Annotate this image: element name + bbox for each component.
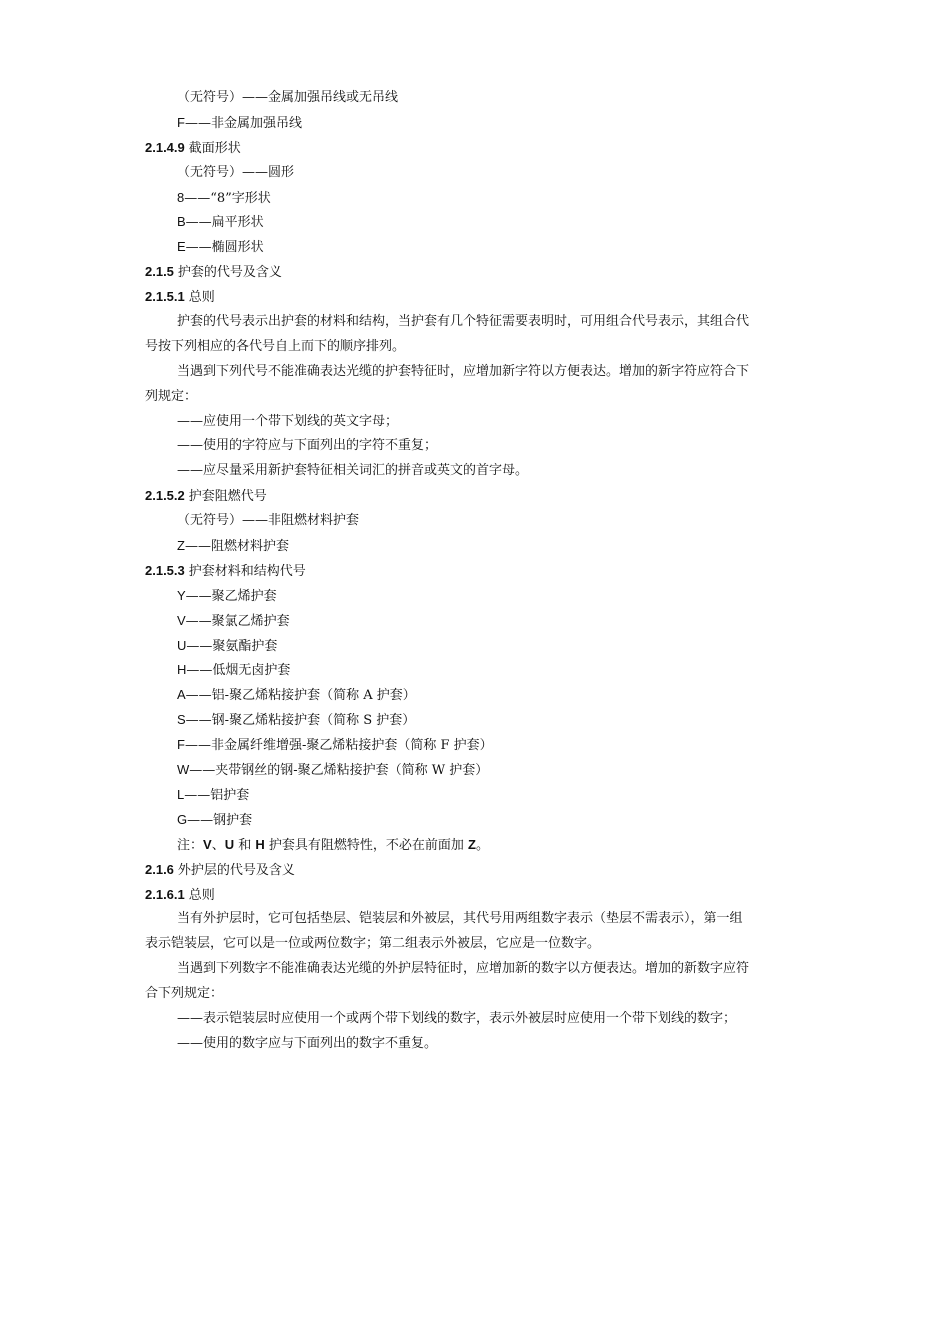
- item-text: ——“8”字形状: [184, 190, 271, 206]
- section-number: 2.1.6: [145, 861, 174, 877]
- section-heading: [0, 260, 950, 285]
- list-item: [0, 161, 950, 186]
- paragraph-text: 合下列规定：: [145, 986, 224, 1002]
- list-item: [0, 634, 950, 659]
- list-item: [0, 758, 950, 783]
- list-item: [0, 210, 950, 235]
- paragraph-line: [0, 982, 950, 1007]
- item-text: ——夹带钢丝的钢-聚乙烯粘接护套（简称 W 护套）: [189, 763, 489, 779]
- item-text: （无符号）——非阻燃材料护套: [177, 513, 360, 529]
- item-text: ——铝护套: [184, 787, 250, 803]
- item-text: ——钢-聚乙烯粘接护套（简称 S 护套）: [185, 713, 416, 729]
- item-text: ——铝-聚乙烯粘接护套（简称 A 护套）: [185, 688, 416, 704]
- rule-text: ——使用的数字应与下面列出的数字不重复。: [177, 1035, 438, 1051]
- item-text: ——聚氨酯护套: [186, 638, 278, 654]
- section-title: 总则: [188, 887, 215, 903]
- item-code: W: [177, 762, 190, 778]
- paragraph-text: 当遇到下列数字不能准确表达光缆的外护层特征时，应增加新的数字以方便表达。增加的新数字应符: [177, 961, 750, 977]
- item-text: ——非金属加强吊线: [184, 115, 302, 131]
- list-item: [0, 534, 950, 559]
- item-text: ——低烟无卤护套: [186, 663, 291, 679]
- item-code: H: [177, 662, 187, 678]
- section-heading: [0, 883, 950, 908]
- paragraph-line: [0, 385, 950, 410]
- paragraph-line: [0, 360, 950, 385]
- document-page: [0, 86, 950, 1057]
- paragraph-text: 当有外护层时，它可包括垫层、铠装层和外被层，其代号用两组数字表示（垫层不需表示），第一组: [177, 911, 743, 927]
- rule-item: [0, 410, 950, 435]
- item-text: （无符号）——圆形: [177, 164, 295, 180]
- list-item: [0, 509, 950, 534]
- item-text: ——非金属纤维增强-聚乙烯粘接护套（简称 F 护套）: [184, 738, 493, 754]
- section-heading: [0, 559, 950, 584]
- section-title: 护套的代号及含义: [177, 265, 282, 281]
- note-end: 。: [475, 837, 489, 853]
- note-prefix: 注：: [177, 837, 204, 853]
- item-code: Y: [177, 587, 186, 603]
- list-item: [0, 808, 950, 833]
- item-code: F: [177, 737, 185, 753]
- section-number: 2.1.5.2: [145, 488, 185, 504]
- note-code-h: H: [255, 836, 265, 852]
- rule-text: ——应尽量采用新护套特征相关词汇的拼音或英文的首字母。: [177, 463, 529, 479]
- section-title: 总则: [188, 290, 215, 306]
- item-code: B: [177, 214, 186, 230]
- item-code: F: [177, 114, 185, 130]
- rule-item: [0, 434, 950, 459]
- section-title: 外护层的代号及含义: [177, 862, 295, 878]
- section-heading: [0, 136, 950, 161]
- paragraph-text: 表示铠装层，它可以是一位或两位数字；第二组表示外被层，它应是一位数字。: [145, 936, 601, 952]
- rule-text: ——表示铠装层时应使用一个或两个带下划线的数字，表示外被层时应使用一个带下划线的数字；: [177, 1010, 737, 1026]
- section-heading: [0, 858, 950, 883]
- note-code-u: U: [224, 836, 235, 852]
- paragraph-line: [0, 932, 950, 957]
- item-text: ——扁平形状: [185, 215, 264, 231]
- list-item: [0, 708, 950, 733]
- rule-item: [0, 459, 950, 484]
- note-separator: 、: [211, 837, 225, 853]
- note-code-z: Z: [468, 836, 476, 852]
- item-code: U: [177, 637, 187, 653]
- note-line: [0, 833, 950, 858]
- section-number: 2.1.5.1: [145, 289, 185, 305]
- list-item: [0, 186, 950, 211]
- paragraph-line: [0, 335, 950, 360]
- section-number: 2.1.5.3: [145, 562, 185, 578]
- rule-text: ——使用的字符应与下面列出的字符不重复；: [177, 438, 438, 454]
- paragraph-text: 列规定：: [145, 388, 198, 404]
- item-text: ——聚乙烯护套: [185, 588, 277, 604]
- rule-item: [0, 1007, 950, 1032]
- rule-text: ——应使用一个带下划线的英文字母；: [177, 413, 399, 429]
- list-item: [0, 733, 950, 758]
- paragraph-text: 护套的代号表示出护套的材料和结构，当护套有几个特征需要表明时，可用组合代号表示，其组合代: [177, 314, 750, 330]
- section-number: 2.1.5: [145, 264, 174, 280]
- paragraph-line: [0, 310, 950, 335]
- section-title: 截面形状: [188, 140, 241, 156]
- item-text: ——阻燃材料护套: [184, 539, 289, 555]
- item-text: ——聚氯乙烯护套: [185, 613, 290, 629]
- item-code: E: [177, 239, 186, 255]
- list-item: [0, 235, 950, 260]
- rule-item: [0, 1032, 950, 1057]
- item-code: S: [177, 712, 186, 728]
- section-heading: [0, 285, 950, 310]
- item-code: V: [177, 612, 186, 628]
- item-text: ——椭圆形状: [185, 240, 264, 256]
- paragraph-line: [0, 907, 950, 932]
- section-number: 2.1.6.1: [145, 886, 185, 902]
- item-text: （无符号）——金属加强吊线或无吊线: [177, 90, 399, 105]
- list-item: [0, 584, 950, 609]
- paragraph-line: [0, 957, 950, 982]
- list-item: [0, 658, 950, 683]
- note-code-v: V: [203, 836, 212, 852]
- list-item: [0, 783, 950, 808]
- section-number: 2.1.4.9: [145, 139, 185, 155]
- item-code: Z: [177, 538, 185, 554]
- paragraph-text: 号按下列相应的各代号自上而下的顺序排列。: [145, 338, 406, 354]
- list-item: [0, 86, 950, 111]
- paragraph-text: 当遇到下列代号不能准确表达光缆的护套特征时，应增加新字符以方便表达。增加的新字符应符合下: [177, 363, 750, 379]
- item-code: A: [177, 687, 186, 703]
- list-item: [0, 609, 950, 634]
- list-item: [0, 683, 950, 708]
- note-middle: 护套具有阻燃特性，不必在前面加: [264, 837, 469, 853]
- list-item: [0, 111, 950, 136]
- item-code: 8: [177, 189, 185, 205]
- item-code: L: [177, 786, 185, 802]
- section-heading: [0, 484, 950, 509]
- note-and: 和: [234, 837, 256, 853]
- section-title: 护套阻燃代号: [188, 489, 267, 505]
- item-code: G: [177, 811, 188, 827]
- item-text: ——钢护套: [187, 812, 253, 828]
- section-title: 护套材料和结构代号: [188, 563, 306, 579]
